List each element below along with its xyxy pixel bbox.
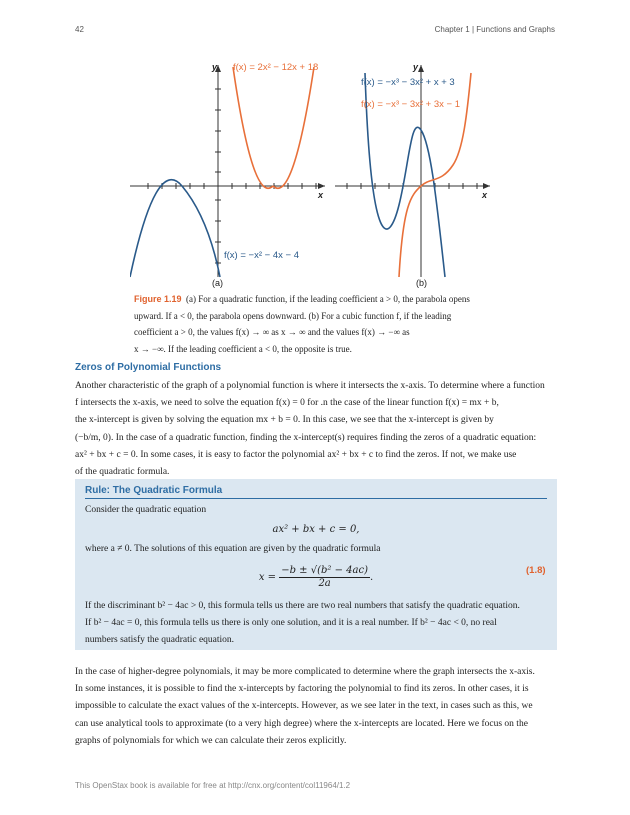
paragraph-2 — [75, 664, 557, 750]
formula-denominator: 2a — [318, 578, 331, 589]
rule-title: Rule: The Quadratic Formula — [85, 485, 223, 496]
text-line: In the case of higher-degree polynomials, it may be more complicated to determine where the graph intersects the x-axis. — [75, 667, 535, 677]
figure-panel-b — [335, 55, 495, 280]
text-line: impossible to calculate the exact values of the x-intercepts. However, as we see later in the text, in cases such as this, we — [75, 701, 533, 712]
section-title: Zeros of Polynomial Functions — [75, 362, 222, 373]
formula-fraction — [279, 565, 370, 590]
y-label-b: y — [413, 62, 419, 72]
curve-label-b-blue: f(x) = −x³ − 3x² + x + 3 — [361, 77, 455, 88]
text-line: Another characteristic of the graph of a polynomial function is where it intersects the x-axis. To determine where a function — [75, 381, 545, 391]
text-line: numbers satisfy the quadratic equation. — [85, 635, 235, 645]
paragraph-1 — [75, 378, 557, 481]
caption-line: upward. If a < 0, the parabola opens downward. (b) For a cubic function f, if the leading — [134, 310, 452, 321]
text-line: In some instances, it is possible to find the x-intercepts by factoring the polynomial to find its zeros. In other cases, it is — [75, 684, 529, 695]
equation-number: (1.8) — [526, 565, 546, 576]
page-number: 42 — [75, 25, 84, 34]
footer-link[interactable]: This OpenStax book is available for free at http://cnx.org/content/col11964/1.2 — [75, 781, 351, 790]
y-label-a: y — [212, 62, 218, 72]
figure-label: Figure 1.19 — [134, 294, 182, 304]
text-line: f intersects the x-axis, we need to solve the equation f(x) = 0 for .n the case of the linear function f(x) = mx + b, — [75, 398, 499, 409]
text-line: If b² − 4ac = 0, this formula tells us there is only one solution, and it is a real number. If b² − 4ac < 0, no real — [85, 618, 497, 628]
text-line: If the discriminant b² − 4ac > 0, this formula tells us there are two real numbers that satisfy the quadratic equation. — [85, 601, 520, 611]
caption-line: (a) For a quadratic function, if the leading coefficient a > 0, the parabola opens — [186, 294, 470, 304]
curve-label-b-orange: f(x) = −x³ − 3x² + 3x − 1 — [361, 99, 460, 110]
formula-numerator: −b ± √(b² − 4ac) — [281, 565, 368, 576]
curve-label-a-blue: f(x) = −x² − 4x − 4 — [224, 250, 299, 261]
text-line: ax² + bx + c = 0. In some cases, it is easy to factor the polynomial ax² + bx + c to find the zeros. If not, we make use — [75, 449, 517, 460]
panel-a-label: (a) — [212, 278, 223, 288]
rule-intro: Consider the quadratic equation — [85, 505, 207, 515]
caption-line: coefficient a > 0, the values f(x) → ∞ as x → ∞ and the values f(x) → −∞ as — [134, 327, 410, 337]
rule-where-line: where a ≠ 0. The solutions of this equation are given by the quadratic formula — [85, 544, 381, 554]
rule-discriminant — [85, 598, 547, 649]
text-line: (−b/m, 0). In the case of a quadratic function, finding the x-intercept(s) requires finding the zeros of a quadratic equation: — [75, 432, 537, 443]
curve-a-blue — [130, 180, 182, 277]
caption-line: x → −∞. If the leading coefficient a < 0, the opposite is true. — [134, 343, 352, 354]
text-line: can use analytical tools to approximate (to a very high degree) where the x-intercepts are located. Here we focus on the — [75, 718, 528, 729]
rule-divider — [85, 498, 547, 499]
chapter-title: Chapter 1 | Functions and Graphs — [434, 25, 555, 34]
formula-lhs: x = — [258, 572, 277, 583]
panel-b-label: (b) — [416, 278, 427, 288]
figure-panel-a — [130, 55, 330, 280]
text-line: the x-intercept is given by solving the equation mx + b = 0. In this case, we see that the x-intercept is given by — [75, 415, 494, 426]
x-label-b: x — [482, 190, 488, 200]
curve-label-a-orange: f(x) = 2x² − 12x + 18 — [233, 62, 319, 73]
x-label-a: x — [318, 190, 324, 200]
figure-caption — [134, 291, 502, 357]
curve-a-orange — [233, 67, 273, 188]
text-line: of the quadratic formula. — [75, 467, 170, 478]
quadratic-formula — [85, 565, 547, 590]
formula-end: . — [369, 572, 374, 583]
quadratic-equation: ax² + bx + c = 0, — [272, 524, 360, 535]
text-line: graphs of polynomials for which we can calculate their zeros explicitly. — [75, 735, 347, 746]
